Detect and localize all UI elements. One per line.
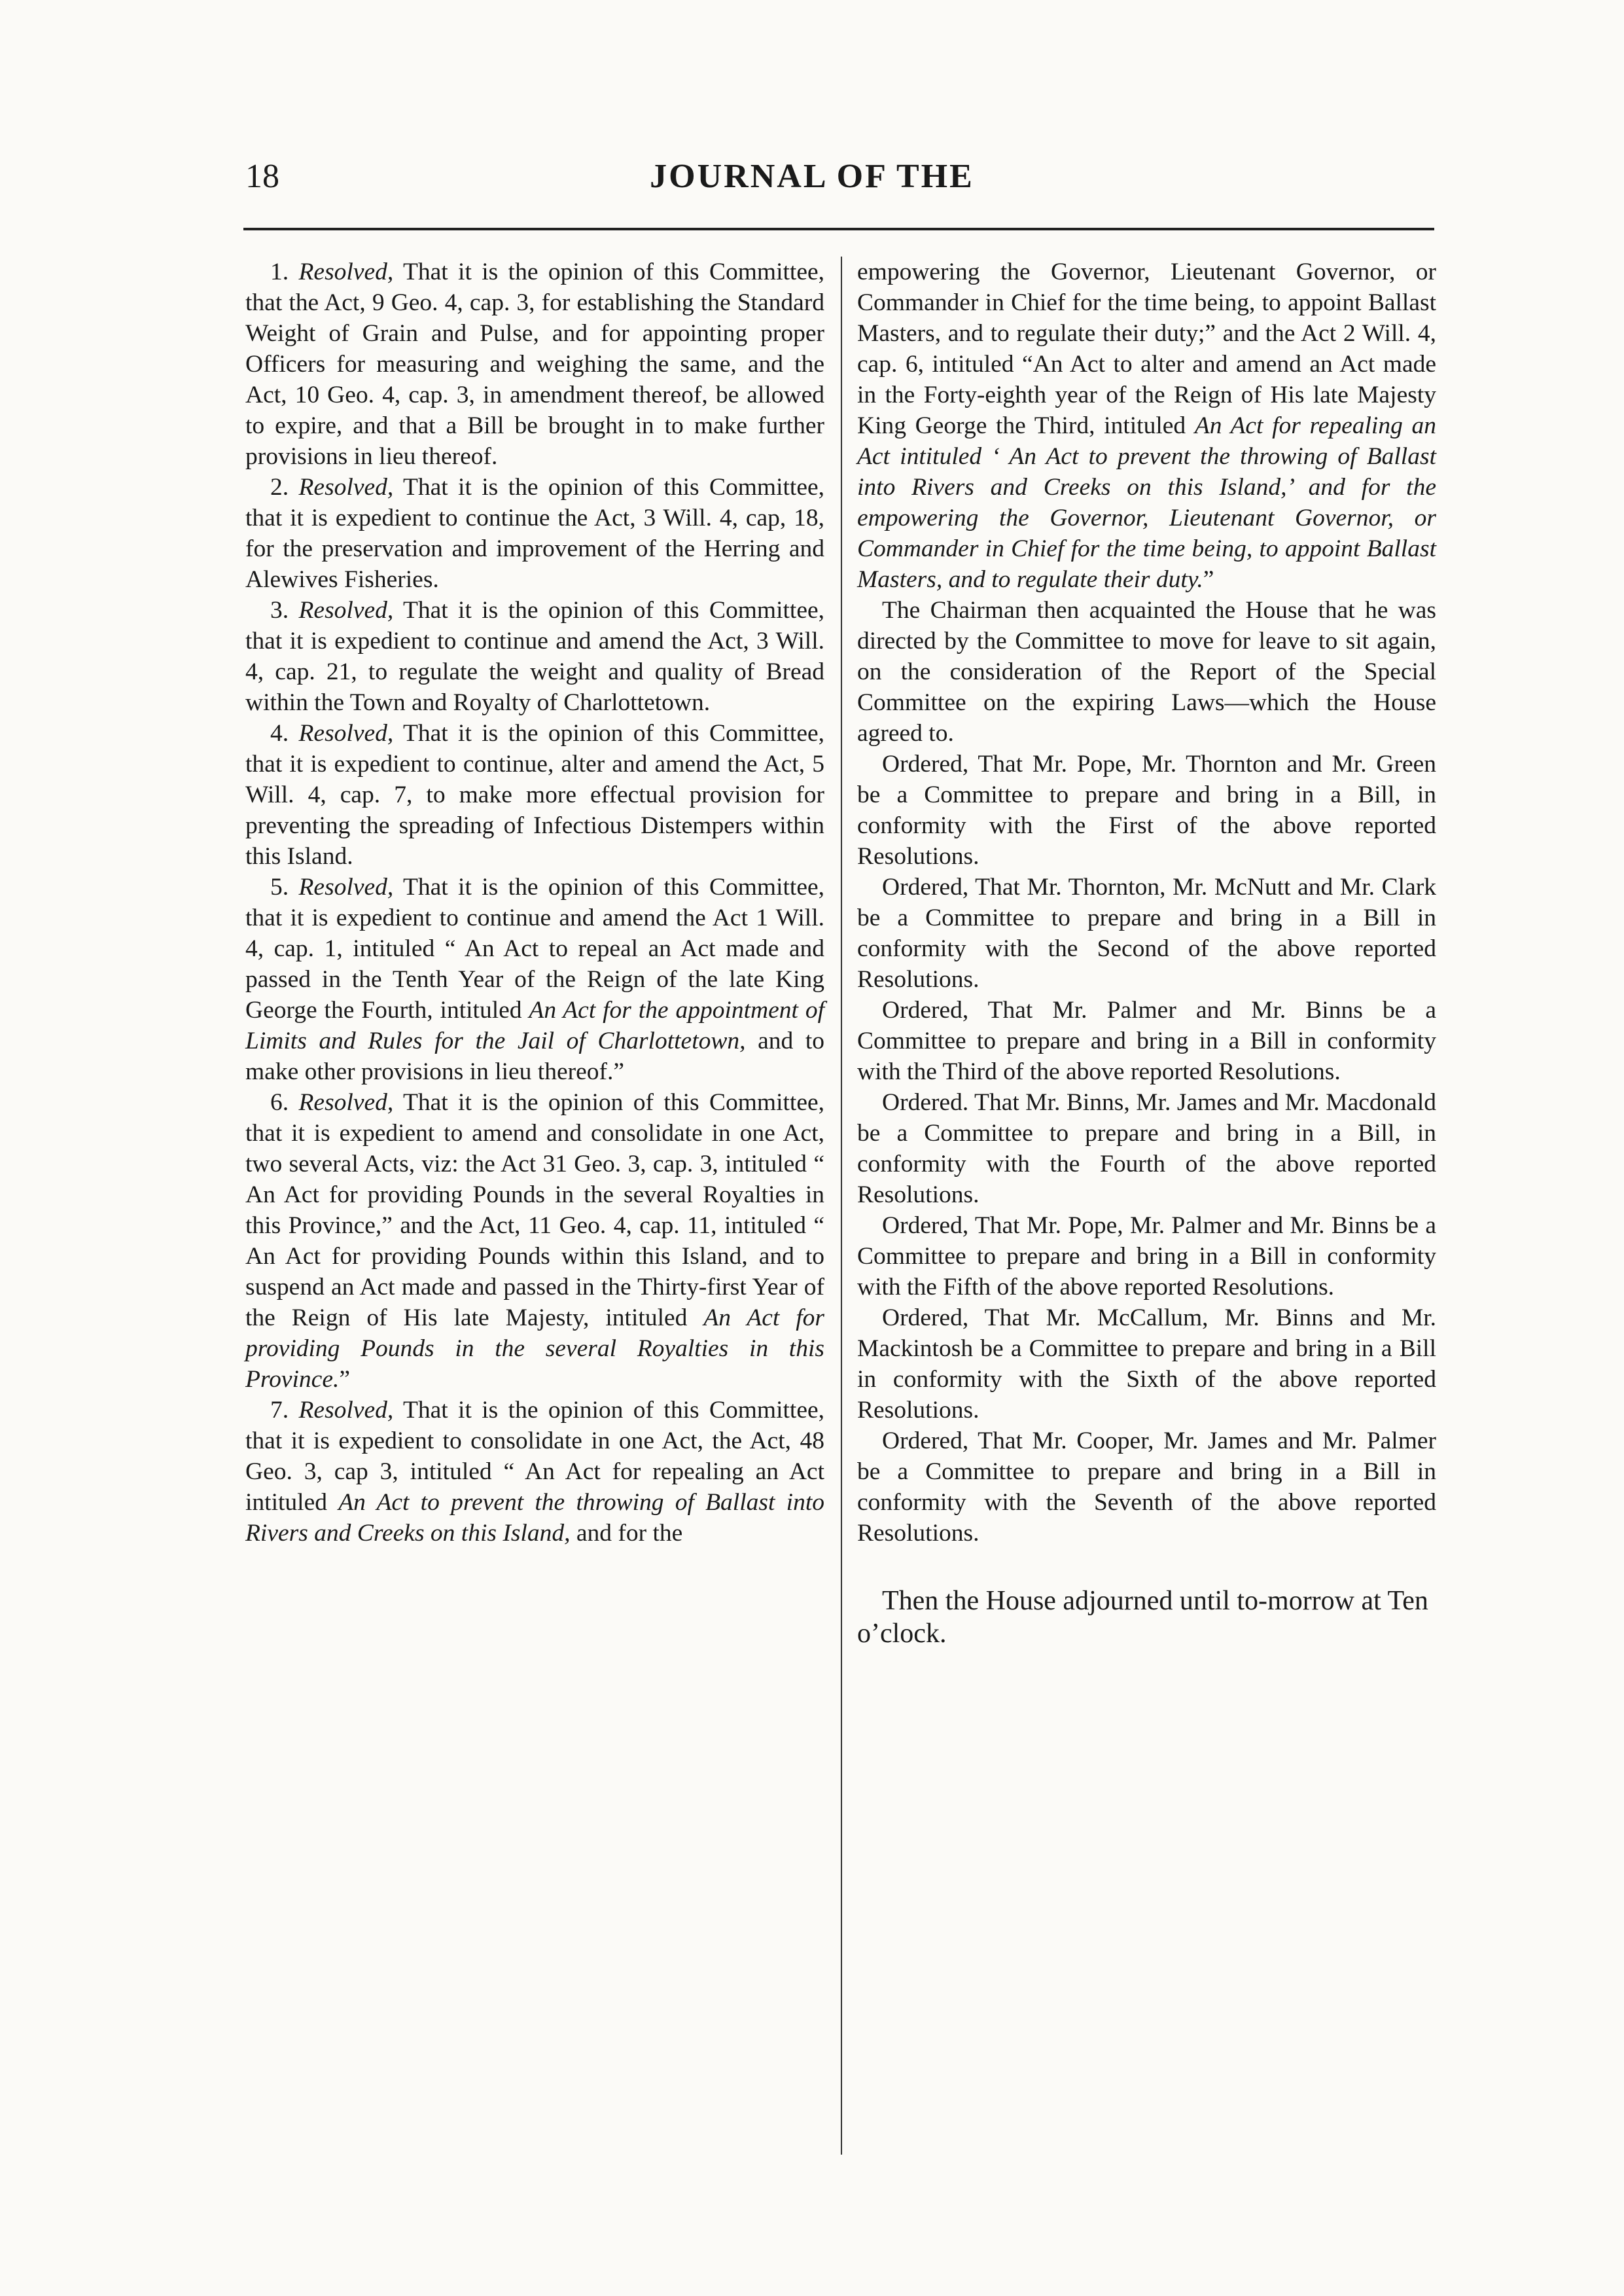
order-1: Ordered, That Mr. Pope, Mr. Thornton and Mr. Green be a Committee to prepare and bring in a Bill, in conformity with the First of the above reported Resolutions. [857,751,1436,870]
order-5: Ordered, That Mr. Pope, Mr. Palmer and Mr. Binns be a Committee to prepare and bring in a Bill in conformity with the Fifth of the above reported Resolutions. [857,1212,1436,1300]
page-number: 18 [245,158,279,195]
adjournment: Then the House adjourned until to-morrow at Ten o’clock. [857,1586,1428,1649]
right-column [857,257,1436,1650]
order-3: Ordered, That Mr. Palmer and Mr. Binns be a Committee to prepare and bring in a Bill in conformity with the Third of the above reported Resolutions. [857,997,1436,1085]
chairman-report: The Chairman then acquainted the House that he was directed by the Committee to move for leave to sit again, on the consideration of the Report of the Special Committee on the expiring Laws—which the House agreed to. [857,597,1436,747]
order-7: Ordered, That Mr. Cooper, Mr. James and Mr. Palmer be a Committee to prepare and bring in a Bill in conformity with the Seventh of the above reported Resolutions. [857,1427,1436,1547]
resolution-1: 1. Resolved, That it is the opinion of this Committee, that the Act, 9 Geo. 4, cap. 3, for establishing the Standard Weight of Grain and Pulse, and for appointing proper Officers for measuring and weighing the same, and the Act, 10 Geo. 4, cap. 3, in amendment thereof, be allowed to expire, and that a Bill be brought in to make further provisions in lieu thereof. [245,259,824,470]
resolution-2: 2. Resolved, That it is the opinion of this Committee, that it is expedient to continue the Act, 3 Will. 4, cap, 18, for the preservation and improvement of the Herring and Alewives Fisheries. [245,474,824,593]
resolution-7: 7. Resolved, That it is the opinion of this Committee, that it is expedient to consolidate in one Act, the Act, 48 Geo. 3, cap 3, intituled “ An Act for repealing an Act intituled An Act to prevent the throwing of Ballast into Rivers and Creeks on this Island, and for the [245,1397,824,1547]
resolution-5: 5. Resolved, That it is the opinion of this Committee, that it is expedient to continue and amend the Act 1 Will. 4, cap. 1, intituled “ An Act to repeal an Act made and passed in the Tenth Year of the Reign of the late King George the Fourth, intituled An Act for the appointment of Limits and Rules for the Jail of Charlottetown, and to make other provisions in lieu thereof.” [245,874,824,1085]
order-2: Ordered, That Mr. Thornton, Mr. McNutt and Mr. Clark be a Committee to prepare and bring in a Bill in conformity with the Second of the above reported Resolutions. [857,874,1436,993]
order-6: Ordered, That Mr. McCallum, Mr. Binns and Mr. Mackintosh be a Committee to prepare and bring in a Bill in conformity with the Sixth of the above reported Resolutions. [857,1304,1436,1424]
resolution-4: 4. Resolved, That it is the opinion of this Committee, that it is expedient to continue, alter and amend the Act, 5 Will. 4, cap. 7, to make more effectual provision for preventing the spreading of Infectious Distempers within this Island. [245,720,824,870]
left-column [245,257,824,1549]
resolution-6: 6. Resolved, That it is the opinion of this Committee, that it is expedient to amend and consolidate in one Act, two several Acts, viz: the Act 31 Geo. 3, cap. 3, intituled “ An Act for providing Pounds in the several Royalties in this Province,” and the Act, 11 Geo. 4, cap. 11, intituled “ An Act for providing Pounds within this Island, and to suspend an Act made and passed in the Thirty-first Year of the Reign of His late Majesty, intituled An Act for providing Pounds in the several Royalties in this Province.” [245,1089,825,1393]
resolution-7-continuation: empowering the Governor, Lieutenant Governor, or Commander in Chief for the time being, to appoint Ballast Masters, and to regulate their duty;” and the Act 2 Will. 4, cap. 6, intituled “An Act to alter and amend an Act made in the Forty-eighth year of the Reign of His late Majesty King George the Third, intituled An Act for repealing an Act intituled ‘ An Act to prevent the throwing of Ballast into Rivers and Creeks on this Island,’ and for the empowering the Governor, Lieutenant Governor, or Commander in Chief for the time being, to appoint Ballast Masters, and to regulate their duty.” [857,259,1436,593]
text-columns [245,257,1436,2168]
running-head: JOURNAL OF THE [650,158,974,195]
header-rule [243,228,1434,230]
resolution-3: 3. Resolved, That it is the opinion of this Committee, that it is expedient to continue and amend the Act, 3 Will. 4, cap. 21, to regulate the weight and quality of Bread within the Town and Royalty of Charlottetown. [245,597,824,716]
page-header [0,157,1624,203]
order-4: Ordered. That Mr. Binns, Mr. James and Mr. Macdonald be a Committee to prepare and bring in a Bill, in conformity with the Fourth of the above reported Resolutions. [857,1089,1436,1208]
column-divider [841,257,842,2155]
